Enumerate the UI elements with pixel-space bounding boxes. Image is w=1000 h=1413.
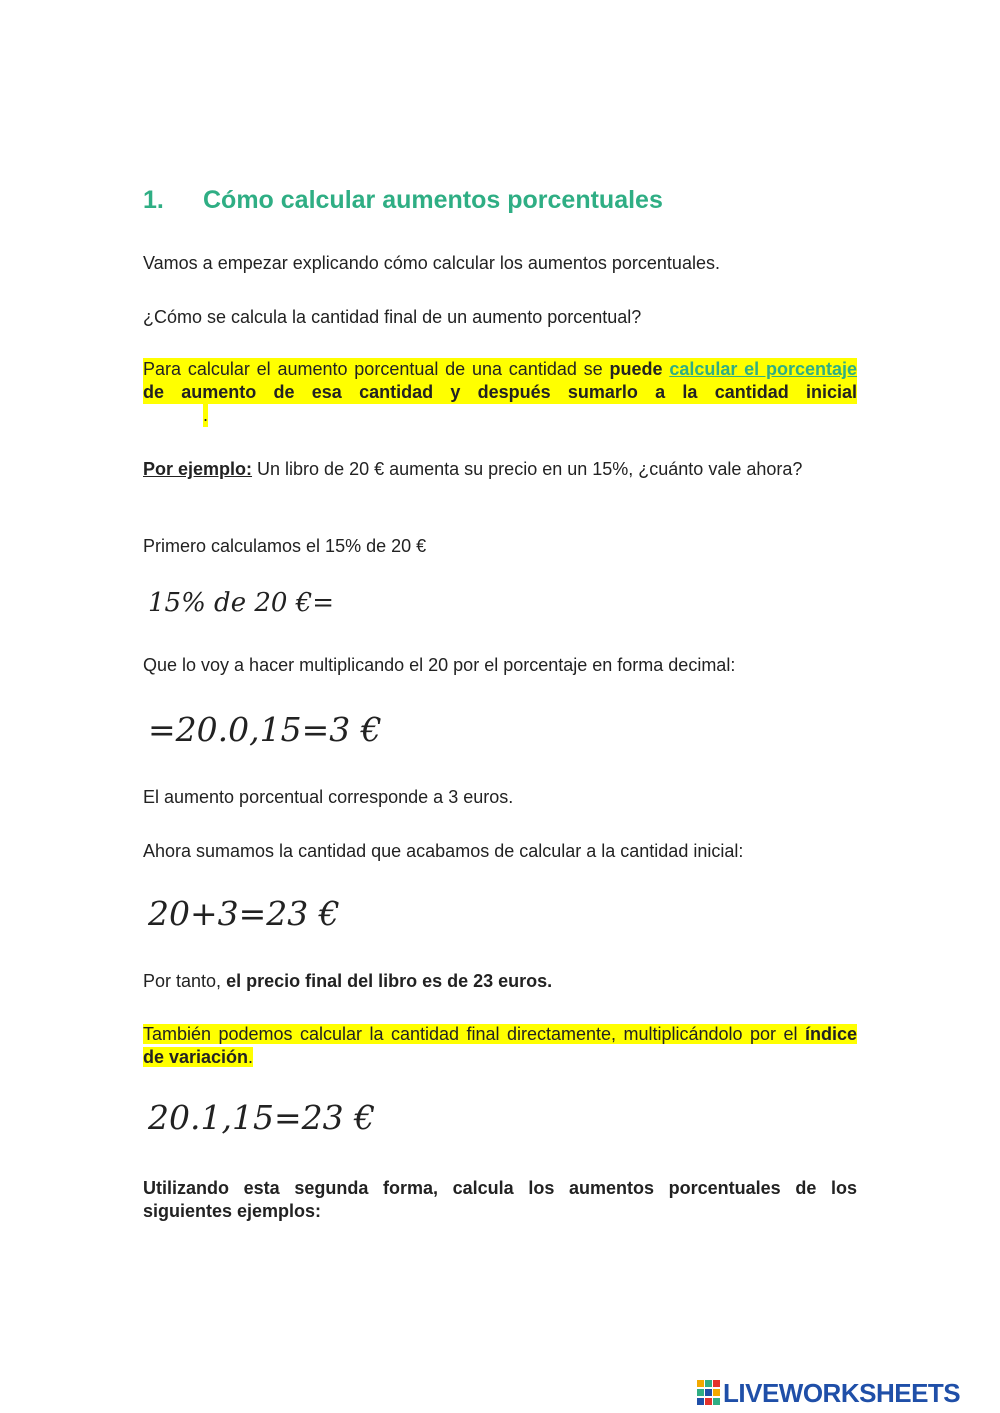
formula-multiplication: =20.0,15=3 € <box>148 710 382 749</box>
section-title: Cómo calcular aumentos porcentuales <box>203 186 663 214</box>
liveworksheets-logo <box>697 1378 997 1408</box>
alternative-text: También podemos calcular la cantidad final directamente, multiplicándolo por el <box>143 1024 805 1044</box>
section-heading <box>143 186 663 215</box>
rule-highlight <box>143 358 857 404</box>
rule-text-1: Para calcular el aumento porcentual de una cantidad se <box>143 359 610 379</box>
conclusion-prefix: Por tanto, <box>143 971 227 991</box>
calcular-porcentaje-link[interactable]: calcular el porcentaje <box>669 359 857 379</box>
rule-bold-1: puede <box>609 359 663 379</box>
formula-sum: 20+3=23 € <box>148 894 340 933</box>
step2-paragraph: Que lo voy a hacer multiplicando el 20 por el porcentaje en forma decimal: <box>143 655 736 675</box>
formula-index: 20.1,15=23 € <box>148 1098 376 1137</box>
alternative-bold: índice de variación <box>143 1024 857 1067</box>
alternative-paragraph <box>143 1023 857 1069</box>
instruction-paragraph: Utilizando esta segunda forma, calcula los aumentos porcentuales de los siguientes ejemplos: <box>143 1178 857 1221</box>
section-number: 1. <box>143 186 164 214</box>
conclusion-paragraph <box>143 970 857 993</box>
example-label: Por ejemplo: <box>143 459 253 479</box>
rule-bold-2: de aumento de esa cantidad y después sumarlo a la cantidad inicial <box>143 382 857 402</box>
intro-paragraph: Vamos a empezar explicando cómo calcular los aumentos porcentuales. <box>143 253 720 273</box>
step1-paragraph: Primero calculamos el 15% de 20 € <box>143 536 427 556</box>
formula-percent-of: 15% de 20 €= <box>148 588 335 618</box>
step4-paragraph: Ahora sumamos la cantidad que acabamos de calcular a la cantidad inicial: <box>143 841 744 861</box>
alternative-end: . <box>248 1047 254 1067</box>
liveworksheets-wordmark: LIVEWORKSHEETS <box>723 1377 961 1408</box>
question-paragraph: ¿Cómo se calcula la cantidad final de un aumento porcentual? <box>143 307 642 327</box>
liveworksheets-logo-icon <box>697 1380 721 1406</box>
conclusion-bold: el precio final del libro es de 23 euros. <box>226 971 553 991</box>
rule-end: . <box>203 405 209 425</box>
step3-paragraph: El aumento porcentual corresponde a 3 euros. <box>143 787 514 807</box>
rule-paragraph <box>143 358 857 425</box>
example-text: Un libro de 20 € aumenta su precio en un 15%, ¿cuánto vale ahora? <box>252 459 803 479</box>
example-paragraph <box>143 458 857 481</box>
